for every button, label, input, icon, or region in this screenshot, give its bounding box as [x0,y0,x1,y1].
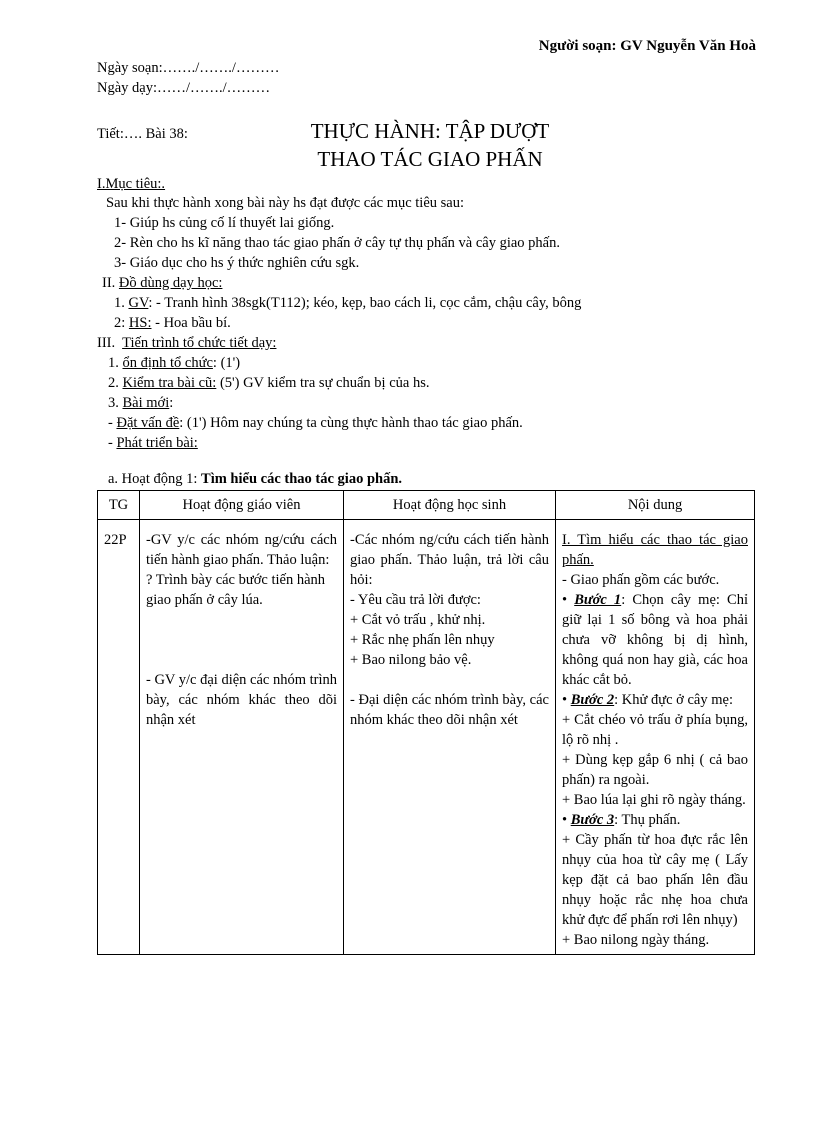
header-tg: TG [98,491,140,520]
teacher-text: - GV y/c đại diện các nhóm trình bày, các nhóm khác theo dõi nhận xét [146,672,337,728]
content-text: + Bao nilong ngày tháng. [562,932,710,948]
content-text: + Cầy phấn từ hoa đực rắc lên nhụy của hoa từ cây mẹ ( Lấy kẹp đặt cả bao phấn lên đầu nhụy hoặc rắc nhẹ hoa chưa khử đực để phấn rơi lên nhụy) [562,832,748,928]
step2-label: Bước 2 [570,692,615,708]
step-text: (5') GV kiểm tra sự chuẩn bị của hs. [216,375,430,391]
ngay-soan: Ngày soạn:……./……./……… [97,60,280,76]
step2-text: : Khử đực ở cây mẹ: [614,692,733,708]
activity-table [97,490,755,955]
step-label: ổn định tổ chức [122,355,213,371]
section2-heading-text: Đồ dùng dạy học: [118,275,223,291]
step-text: : [169,395,174,411]
step3-label: Bước 3 [570,812,615,828]
activity-title: Tìm hiểu các thao tác giao phấn. [201,471,403,487]
header-student: Hoạt động học sinh [344,491,556,520]
objective-item: 3- Giáo dục cho hs ý thức nghiên cứu sgk. [114,255,360,271]
section3-heading [97,335,276,352]
content-text: + Dùng kẹp gắp 6 nhị ( cả bao phấn) ra ngoài. [562,752,748,788]
author-line: Người soạn: GV Nguyễn Văn Hoà [538,38,756,54]
student-text: -Các nhóm ng/cứu cách tiến hành giao phấn. Thảo luận, trả lời câu hỏi: [350,532,549,588]
step-organization [108,355,240,372]
equipment-gv [114,295,581,312]
ngay-day: Ngày dạy:……/……./……… [97,80,271,96]
content-step3: • Bước 3: Thụ phấn. [562,812,681,828]
step3-text: : Thụ phấn. [614,812,681,828]
equipment-hs [114,315,231,332]
equipment-hs-text: - Hoa bầu bí. [151,315,231,331]
step-num: - [108,415,113,431]
section3-heading-num: III. [97,335,116,351]
teacher-text: -GV y/c các nhóm ng/cứu cách tiến hành giao phấn. Thảo luận: [146,532,337,568]
student-text: + Rắc nhẹ phấn lên nhụy [350,632,495,648]
step1-text: : Chọn cây mẹ: Chỉ giữ lại 1 số bông và hoa phải chưa vỡ không bị dị hình, không quá non hay già, các hoa khác cắt bỏ. [562,592,749,688]
step-text: : (1') [212,355,241,371]
step-new-lesson [108,395,173,412]
lesson-number: Tiết:…. Bài 38: [97,126,188,142]
equipment-gv-text: : - Tranh hình 38sgk(T112); kéo, kẹp, bao cách li, cọc cắm, chậu cây, bông [148,295,582,311]
step-num: 3. [108,395,119,411]
student-text: - Đại diện các nhóm trình bày, các nhóm khác theo dõi nhận xét [350,692,549,728]
content-heading: I. Tìm hiểu các thao tác giao phấn. [562,532,748,568]
objective-item: 1- Giúp hs củng cố lí thuyết lai giống. [114,215,335,231]
student-text: - Yêu cầu trả lời được: [350,592,481,608]
section3-heading-text: Tiến trình tổ chức tiết dạy: [122,335,277,351]
step-label: Đặt vấn đề [116,415,180,431]
header-content: Nội dung [556,491,755,520]
header-teacher: Hoạt động giáo viên [140,491,344,520]
step1-label: Bước 1 [574,592,622,608]
lesson-title-line1: THỰC HÀNH: TẬP DƯỢT [310,119,550,143]
equipment-gv-num: 1. [114,295,125,311]
equipment-hs-num: 2: [114,315,126,331]
step-text: : (1') Hôm nay chúng ta cùng thực hành thao tác giao phấn. [179,415,523,431]
content-step1: • Bước 1: Chọn cây mẹ: Chỉ giữ lại 1 số bông và hoa phải chưa vỡ không bị dị hình, không quá non hay già, các hoa khác cắt bỏ. [562,592,749,688]
step-num: 2. [108,375,119,391]
lesson-title-line2: THAO TÁC GIAO PHẤN [317,147,543,171]
step-intro [108,415,523,432]
content-step2: • Bước 2: Khử đực ở cây mẹ: [562,692,733,708]
student-text: + Bao nilong bảo vệ. [350,652,472,668]
step-review [108,375,429,392]
objective-item: 2- Rèn cho hs kĩ năng thao tác giao phấn ở cây tự thụ phấn và cây giao phấn. [114,235,560,251]
step-label: Bài mới [122,395,170,411]
equipment-hs-label: HS: [128,315,152,331]
content-text: + Cắt chéo vỏ trấu ở phía bụng, lộ rõ nhị . [562,712,748,748]
step-num: - [108,435,113,451]
step-label: Phát triển bài: [116,435,198,451]
teacher-text: ? Trình bày các bước tiến hành giao phấn ở cây lúa. [146,572,326,608]
section2-heading-num: II. [102,275,116,291]
content-text: + Bao lúa lại ghi rõ ngày tháng. [562,792,746,808]
cell-time: 22P [98,520,140,955]
step-development [108,435,198,452]
content-text: - Giao phấn gồm các bước. [562,572,720,588]
student-text: + Cắt vỏ trấu , khử nhị. [350,612,486,628]
cell-content [556,520,755,955]
table-header-row [98,491,755,520]
cell-teacher [140,520,344,955]
activity-label: a. Hoạt động 1: [108,471,202,487]
step-label: Kiểm tra bài cũ: [122,375,217,391]
step-num: 1. [108,355,119,371]
equipment-gv-label: GV [128,295,149,311]
cell-student [344,520,556,955]
table-row [98,520,755,955]
section1-intro: Sau khi thực hành xong bài này hs đạt được các mục tiêu sau: [106,195,465,211]
activity-heading [108,471,402,488]
section1-heading: I.Mục tiêu:. [97,176,166,192]
section2-heading [102,275,222,292]
